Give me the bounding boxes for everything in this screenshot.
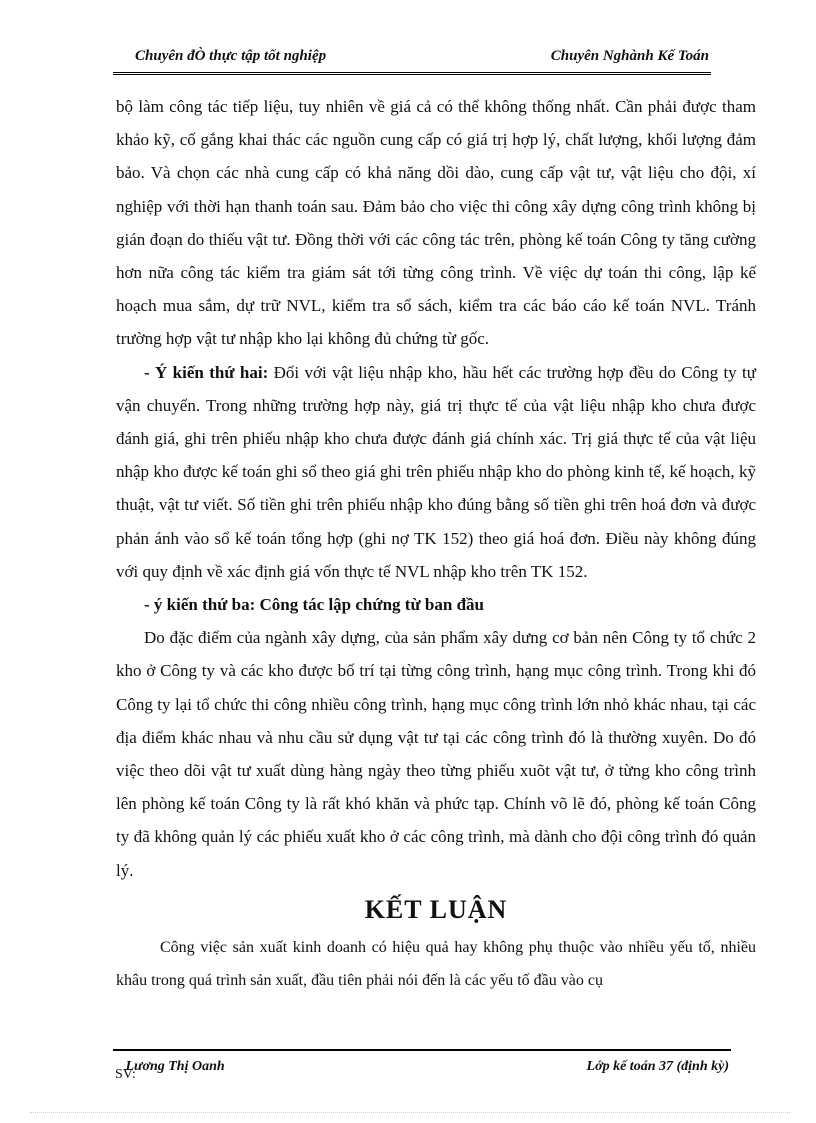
document-body	[116, 90, 756, 997]
footer-student	[115, 1059, 225, 1082]
page-bottom-dotted-line	[30, 1112, 790, 1113]
paragraph-2-text: Đối với vật liệu nhập kho, hầu hết các trường hợp đều do Công ty tự vận chuyển. Trong những trường hợp này, giá trị thực tế của vật liệu nhập kho chưa được đánh giá, ghi trên phiếu nhập kho chưa được đánh giá chính xác. Trị giá thực tế của vật liệu nhập kho được kế toán ghi sổ theo giá ghi trên phiếu nhập kho do phòng kinh tế, kế hoạch, kỹ thuật, vật tư viết. Số tiền ghi trên phiếu nhập kho đúng bằng số tiền ghi trên hoá đơn và được phản ánh vào sổ kế toán tổng hợp (ghi nợ TK 152) theo giá hoá đơn. Điều này không đúng với quy định về xác định giá vốn thực tế NVL nhập kho trên TK 152.	[116, 362, 756, 581]
page-footer	[113, 1049, 731, 1081]
header-right-title: Chuyên Nghành Kế Toán	[550, 48, 709, 64]
subheading-3: - ý kiến thứ ba: Công tác lập chứng từ ban đầu	[144, 595, 484, 615]
conclusion-title: KẾT LUẬN	[364, 894, 508, 924]
paragraph-2	[116, 356, 756, 588]
paragraph-1: bộ làm công tác tiếp liệu, tuy nhiên về giá cả có thể không thống nhất. Cần phải được tham khảo kỹ, cố gắng khai thác các nguồn cung cấp có giá trị hợp lý, chất lượng, khối lượng đảm bảo. Và chọn các nhà cung cấp có khả năng dồi dào, cung cấp vật tư, vật liệu cho đội, xí nghiệp với thời hạn thanh toán sau. Đảm bảo cho việc thi công xây dựng công trình không bị gián đoạn do thiếu vật tư. Đồng thời với các công tác trên, phòng kế toán Công ty tăng cường hơn nữa công tác kiểm tra giám sát tới từng công trình. Về việc dự toán thi công, lập kế hoạch mua sắm, dự trữ NVL, kiểm tra sổ sách, kiểm tra các báo cáo kế toán NVL. Tránh trường hợp vật tư nhập kho lại không đủ chứng từ gốc.	[116, 97, 756, 349]
page-header	[113, 40, 711, 75]
paragraph-2-label: - Ý kiến thứ hai:	[144, 362, 269, 382]
footer-student-name: Lương Thị Oanh	[125, 1059, 225, 1074]
footer-student-label: SV:	[115, 1067, 136, 1082]
footer-class: Lớp kế toán 37 (định kỳ)	[586, 1059, 729, 1074]
conclusion-paragraph: Công việc sản xuất kinh doanh có hiệu quả hay không phụ thuộc vào nhiều yếu tố, nhiều khâu trong quá trình sản xuất, đầu tiên phải nói đến là các yếu tố đầu vào cụ	[116, 938, 756, 989]
header-left-title: Chuyên đÒ thực tập tốt nghiệp	[135, 48, 327, 64]
paragraph-3: Do đặc điểm của ngành xây dựng, của sản phẩm xây dưng cơ bản nên Công ty tổ chức 2 kho ở Công ty và các kho được bố trí tại từng công trình, hạng mục công trình. Trong khi đó Công ty lại tổ chức thi công nhiều công trình, hạng mục công trình lớn nhỏ khác nhau, tại các địa điểm khác nhau và nhu cầu sử dụng vật tư tại các công trình đó là thường xuyên. Do đó việc theo dõi vật tư xuất dùng hàng ngày theo từng phiếu xuõt vật tư, ở từng kho công trình lên phòng kế toán Công ty là rất khó khăn và phức tạp. Chính võ lẽ đó, phòng kế toán Công ty đã không quản lý các phiếu xuất kho ở các công trình, mà dành cho đội công trình đó quản lý.	[116, 628, 756, 880]
